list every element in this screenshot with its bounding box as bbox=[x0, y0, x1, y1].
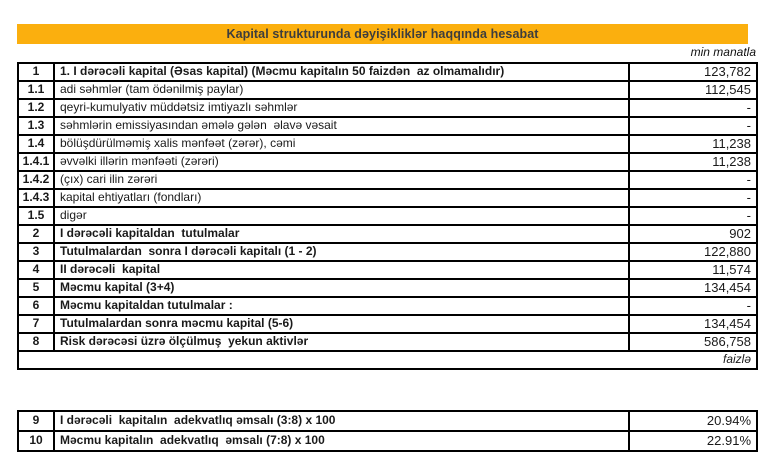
row-number: 5 bbox=[18, 279, 54, 297]
row-label: (çıx) cari ilin zərəri bbox=[54, 171, 629, 189]
row-label: II dərəcəli kapital bbox=[54, 261, 629, 279]
row-value: 22.91% bbox=[629, 431, 757, 451]
row-label: Tutulmalardan sonra I dərəcəli kapitalı (1 - 2) bbox=[54, 243, 629, 261]
row-label: Məcmu kapitalın adekvatlıq əmsalı (7:8) x 100 bbox=[54, 431, 629, 451]
row-value: 122,880 bbox=[629, 243, 757, 261]
row-label: Məcmu kapital (3+4) bbox=[54, 279, 629, 297]
row-value: 902 bbox=[629, 225, 757, 243]
row-number: 1 bbox=[18, 63, 54, 81]
row-value: - bbox=[629, 117, 757, 135]
row-label: kapital ehtiyatları (fondları) bbox=[54, 189, 629, 207]
table-row bbox=[18, 63, 757, 81]
table-row bbox=[18, 117, 757, 135]
row-value: 112,545 bbox=[629, 81, 757, 99]
unit-note-min-manatla: min manatla bbox=[690, 45, 756, 59]
row-value: - bbox=[629, 99, 757, 117]
row-number: 2 bbox=[18, 225, 54, 243]
row-number: 4 bbox=[18, 261, 54, 279]
row-value: 11,574 bbox=[629, 261, 757, 279]
row-value: - bbox=[629, 207, 757, 225]
row-number: 7 bbox=[18, 315, 54, 333]
row-value: 134,454 bbox=[629, 279, 757, 297]
row-number: 1.4.3 bbox=[18, 189, 54, 207]
row-number: 10 bbox=[18, 431, 54, 451]
table-row bbox=[18, 153, 757, 171]
table-row bbox=[18, 135, 757, 153]
row-label: bölüşdürülməmiş xalis mənfəət (zərər), cəmi bbox=[54, 135, 629, 153]
report-title-banner bbox=[17, 24, 748, 44]
table-row bbox=[18, 261, 757, 279]
row-label: I dərəcəli kapitaldan tutulmalar bbox=[54, 225, 629, 243]
row-label: I dərəcəli kapitalın adekvatlıq əmsalı (3:8) x 100 bbox=[54, 411, 629, 431]
table-row bbox=[18, 81, 757, 99]
row-label: Tutulmalardan sonra məcmu kapital (5-6) bbox=[54, 315, 629, 333]
table-row bbox=[18, 279, 757, 297]
row-label: adi səhmlər (tam ödənilmiş paylar) bbox=[54, 81, 629, 99]
row-number: 3 bbox=[18, 243, 54, 261]
row-value: 134,454 bbox=[629, 315, 757, 333]
row-value: 11,238 bbox=[629, 153, 757, 171]
row-value: - bbox=[629, 189, 757, 207]
row-value: 11,238 bbox=[629, 135, 757, 153]
row-label: 1. I dərəcəli kapital (Əsas kapital) (Məcmu kapitalın 50 faizdən az olmamalıdır) bbox=[54, 63, 629, 81]
row-number: 1.1 bbox=[18, 81, 54, 99]
row-value: - bbox=[629, 297, 757, 315]
row-number: 8 bbox=[18, 333, 54, 351]
row-number: 1.3 bbox=[18, 117, 54, 135]
table-row bbox=[18, 99, 757, 117]
table-row bbox=[18, 243, 757, 261]
row-label: Risk dərəcəsi üzrə ölçülmuş yekun aktivlər bbox=[54, 333, 629, 351]
table-row bbox=[18, 207, 757, 225]
page-title: Kapital strukturunda dəyişikliklər haqqında hesabat bbox=[226, 27, 539, 41]
table-row bbox=[18, 171, 757, 189]
row-value: 20.94% bbox=[629, 411, 757, 431]
row-value: 123,782 bbox=[629, 63, 757, 81]
table-row bbox=[18, 189, 757, 207]
row-value: 586,758 bbox=[629, 333, 757, 351]
table-row bbox=[18, 297, 757, 315]
row-number: 6 bbox=[18, 297, 54, 315]
row-number: 9 bbox=[18, 411, 54, 431]
row-label: qeyri-kumulyativ müddətsiz imtiyazlı səhmlər bbox=[54, 99, 629, 117]
capital-structure-table bbox=[17, 62, 758, 370]
row-value: - bbox=[629, 171, 757, 189]
unit-note-faizle: faizlə bbox=[18, 351, 757, 369]
table-row bbox=[18, 431, 757, 451]
row-number: 1.4.2 bbox=[18, 171, 54, 189]
table-row bbox=[18, 315, 757, 333]
row-number: 1.4.1 bbox=[18, 153, 54, 171]
table-row bbox=[18, 351, 757, 369]
adequacy-ratios-table bbox=[17, 410, 758, 452]
row-label: əvvəlki illərin mənfəəti (zərəri) bbox=[54, 153, 629, 171]
table-row bbox=[18, 333, 757, 351]
row-number: 1.5 bbox=[18, 207, 54, 225]
row-number: 1.4 bbox=[18, 135, 54, 153]
row-label: Məcmu kapitaldan tutulmalar : bbox=[54, 297, 629, 315]
row-label: səhmlərin emissiyasından əmələ gələn əlavə vəsait bbox=[54, 117, 629, 135]
row-number: 1.2 bbox=[18, 99, 54, 117]
table-row bbox=[18, 411, 757, 431]
row-label: digər bbox=[54, 207, 629, 225]
table-row bbox=[18, 225, 757, 243]
